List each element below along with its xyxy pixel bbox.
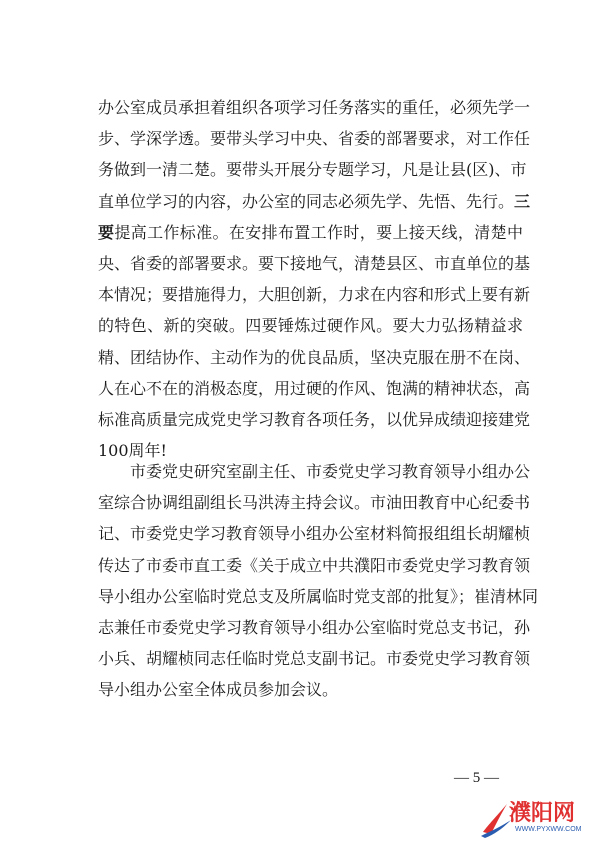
site-watermark [479, 796, 599, 840]
text-line: 办公室成员承担着组织各项学习任务落实的重任，必须先学一 [98, 98, 531, 117]
text-line: 100周年! [98, 441, 167, 461]
text-segment: 提高工作标准。在安排布置工作时，要上接天线，清楚中 [114, 222, 523, 242]
text-line: 室综合协调组副组长马洪涛主持会议。市油田教育中心纪委书 [98, 493, 531, 513]
watermark-name: 濮阳网 [509, 801, 576, 826]
text-line: 精、团结协作、主动作为的优良品质，坚决克服在册不在岗、 [98, 347, 531, 367]
text-line [98, 186, 531, 217]
text-line: 小兵、胡耀桢同志任临时党总支副书记。市委党史学习教育领 [98, 649, 531, 669]
bold-heading-char: 三 [514, 191, 531, 211]
text-line: 人在心不在的消极态度，用过硬的作风、饱满的精神状态，高 [98, 378, 531, 398]
text-line: 央、省委的部署要求。要下接地气，清楚县区、市直单位的基 [98, 253, 531, 273]
text-line: 步、学深学透。要带头学习中央、省委的部署要求，对工作任 [98, 129, 531, 149]
bold-heading-char: 要 [98, 222, 115, 242]
text-line: 志兼任市委党史学习教育领导小组办公室临时党总支书记，孙 [98, 617, 531, 637]
text-line: 标准高质量完成党史学习教育各项任务，以优异成绩迎接建党 [98, 409, 531, 429]
text-line: 的特色、新的突破。四要锤炼过硬作风。要大力弘扬精益求 [98, 316, 523, 336]
text-line: 导小组办公室临时党总支及所属临时党支部的批复》；崔清林同 [98, 586, 539, 606]
body-paragraph-1 [98, 92, 531, 466]
text-line [98, 217, 523, 248]
page-number: — 5 — [454, 770, 499, 786]
watermark-url: WWW.PYXWW.COM [515, 826, 582, 833]
ribbon-logo-icon [479, 798, 513, 838]
text-line: 本情况；要措施得力，大胆创新，力求在内容和形式上要有新 [98, 285, 531, 305]
text-line: 记、市委党史学习教育领导小组办公室材料简报组组长胡耀桢 [98, 524, 531, 544]
text-line: 导小组办公室全体成员参加会议。 [98, 680, 339, 700]
text-line: 务做到一清二楚。要带头开展分专题学习，凡是让县(区)、市 [98, 160, 527, 180]
text-line: 市委党史研究室副主任、市委党史学习教育领导小组办公 [130, 462, 531, 481]
text-line: 传达了市委市直工委《关于成立中共濮阳市委党史学习教育领 [98, 555, 531, 575]
body-paragraph-2 [98, 456, 539, 706]
text-segment: 直单位学习的内容，办公室的同志必须先学、先悟、先行。 [98, 191, 515, 211]
